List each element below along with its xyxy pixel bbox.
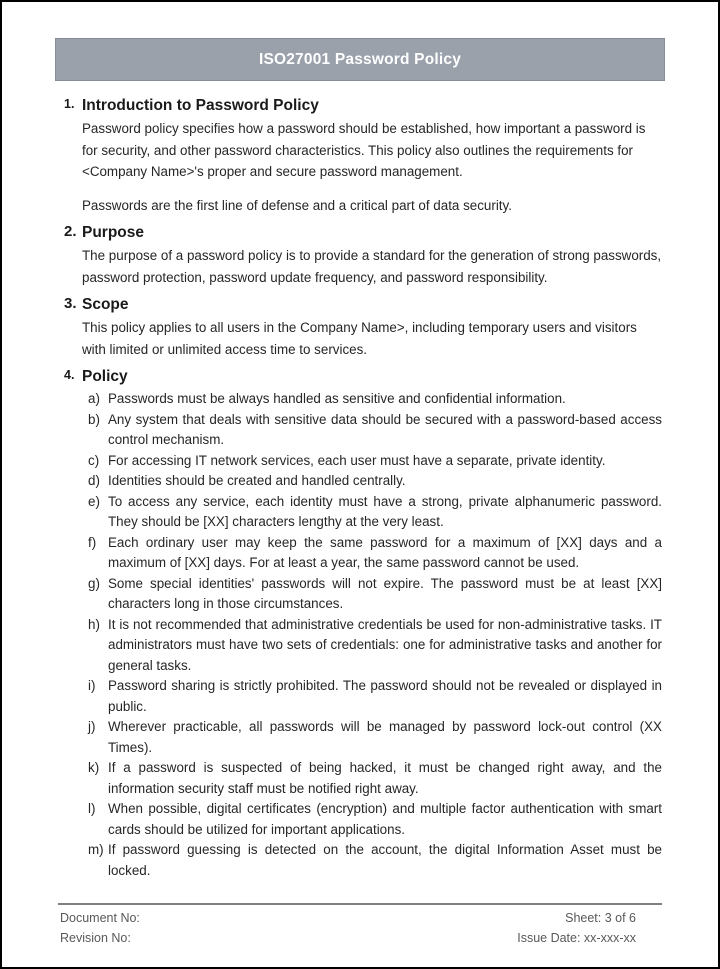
section-number: 4.: [64, 368, 75, 382]
item-letter: h): [88, 616, 100, 632]
item-text: If a password is suspected of being hacked, it must be changed right away, and the information security staff must be notified right away.: [108, 760, 662, 796]
item-letter: m): [88, 842, 104, 857]
policy-item-h: [64, 615, 662, 677]
paragraph: This policy applies to all users in the Company Name>, including temporary users and visitors with limited or unlimited access time to services.: [82, 320, 637, 357]
section-title: Policy: [82, 368, 128, 385]
item-text: Some special identities' passwords will not expire. The password must be at least [XX] characters long in those circumstances.: [108, 575, 662, 611]
page-footer: [58, 903, 662, 948]
item-letter: l): [88, 801, 96, 816]
revision-no-label: Revision No:: [60, 931, 131, 945]
item-letter: d): [88, 473, 100, 488]
section-heading-row: [64, 294, 662, 315]
section-policy: [64, 366, 662, 881]
section-purpose: [64, 222, 662, 288]
item-text: To access any service, each identity must have a strong, private alphanumeric password. They should be [XX] characters lengthy at the very least.: [108, 493, 662, 529]
section-heading-row: [64, 95, 662, 116]
section-heading-row: [64, 366, 662, 387]
section-heading-row: [64, 222, 662, 243]
paragraph: Passwords are the first line of defense and a critical part of data security.: [82, 197, 512, 213]
item-text: Identities should be created and handled centrally.: [108, 473, 406, 488]
policy-item-l: [64, 799, 662, 840]
paragraph: The purpose of a password policy is to provide a standard for the generation of strong passwords, password protection, password update frequency, and password responsibility.: [82, 248, 662, 285]
item-letter: j): [88, 719, 96, 734]
policy-item-a: [64, 389, 662, 410]
item-letter: k): [88, 760, 100, 775]
item-text: If password guessing is detected on the account, the digital Information Asset must be locked.: [108, 842, 662, 878]
document-title: ISO27001 Password Policy: [258, 50, 462, 68]
section-title: Purpose: [82, 224, 145, 241]
policy-item-j: [64, 717, 662, 758]
item-letter: g): [88, 575, 100, 591]
item-text: For accessing IT network services, each user must have a separate, private identity.: [108, 452, 606, 468]
document-title-banner: [55, 38, 665, 81]
item-text: Wherever practicable, all passwords will be managed by password lock-out control (XX Times).: [108, 719, 662, 755]
policy-item-f: [64, 533, 662, 574]
section-introduction: [64, 95, 662, 216]
item-letter: b): [88, 411, 100, 427]
policy-item-c: [64, 451, 662, 472]
item-text: It is not recommended that administrative credentials be used for non-administrative tasks. IT administrators must have two sets of credentials: one for administrative tasks and another for general tasks.: [108, 616, 662, 673]
item-letter: i): [88, 678, 96, 693]
footer-left-block: [58, 908, 140, 948]
section-scope: [64, 294, 662, 360]
section-number: 3.: [64, 295, 77, 312]
document-body: [2, 95, 718, 881]
item-letter: e): [88, 493, 100, 509]
issue-date: Issue Date: xx-xxx-xx: [517, 931, 636, 945]
footer-right-block: [517, 908, 662, 948]
item-letter: a): [88, 391, 100, 406]
policy-item-g: [64, 574, 662, 615]
document-no-label: Document No:: [60, 911, 140, 925]
policy-item-d: [64, 471, 662, 492]
item-text: Any system that deals with sensitive data should be secured with a password-based access control mechanism.: [108, 411, 662, 447]
policy-item-k: [64, 758, 662, 799]
policy-item-b: [64, 410, 662, 451]
section-title: Introduction to Password Policy: [82, 97, 319, 114]
item-text: Each ordinary user may keep the same password for a maximum of [XX] days and a maximum of [XX] days. For at least a year, the same password cannot be used.: [108, 534, 662, 570]
section-number: 1.: [64, 97, 75, 111]
policy-item-i: [64, 676, 662, 717]
policy-item-m: [64, 840, 662, 881]
item-letter: c): [88, 452, 100, 468]
item-text: When possible, digital certificates (encryption) and multiple factor authentication with smart cards should be utilized for important applications.: [108, 801, 662, 837]
item-text: Passwords must be always handled as sensitive and confidential information.: [108, 391, 566, 406]
policy-list: [64, 389, 662, 881]
policy-item-e: [64, 492, 662, 533]
section-title: Scope: [82, 296, 129, 313]
item-text: Password sharing is strictly prohibited. The password should not be revealed or displayed in public.: [108, 678, 662, 714]
item-letter: f): [88, 534, 97, 550]
sheet-number: Sheet: 3 of 6: [565, 911, 636, 925]
section-number: 2.: [64, 223, 77, 240]
paragraph: Password policy specifies how a password should be established, how important a password is for security, and other password characteristics. This policy also outlines the requirements for <Company Name>'s proper and secure password management.: [82, 121, 646, 179]
